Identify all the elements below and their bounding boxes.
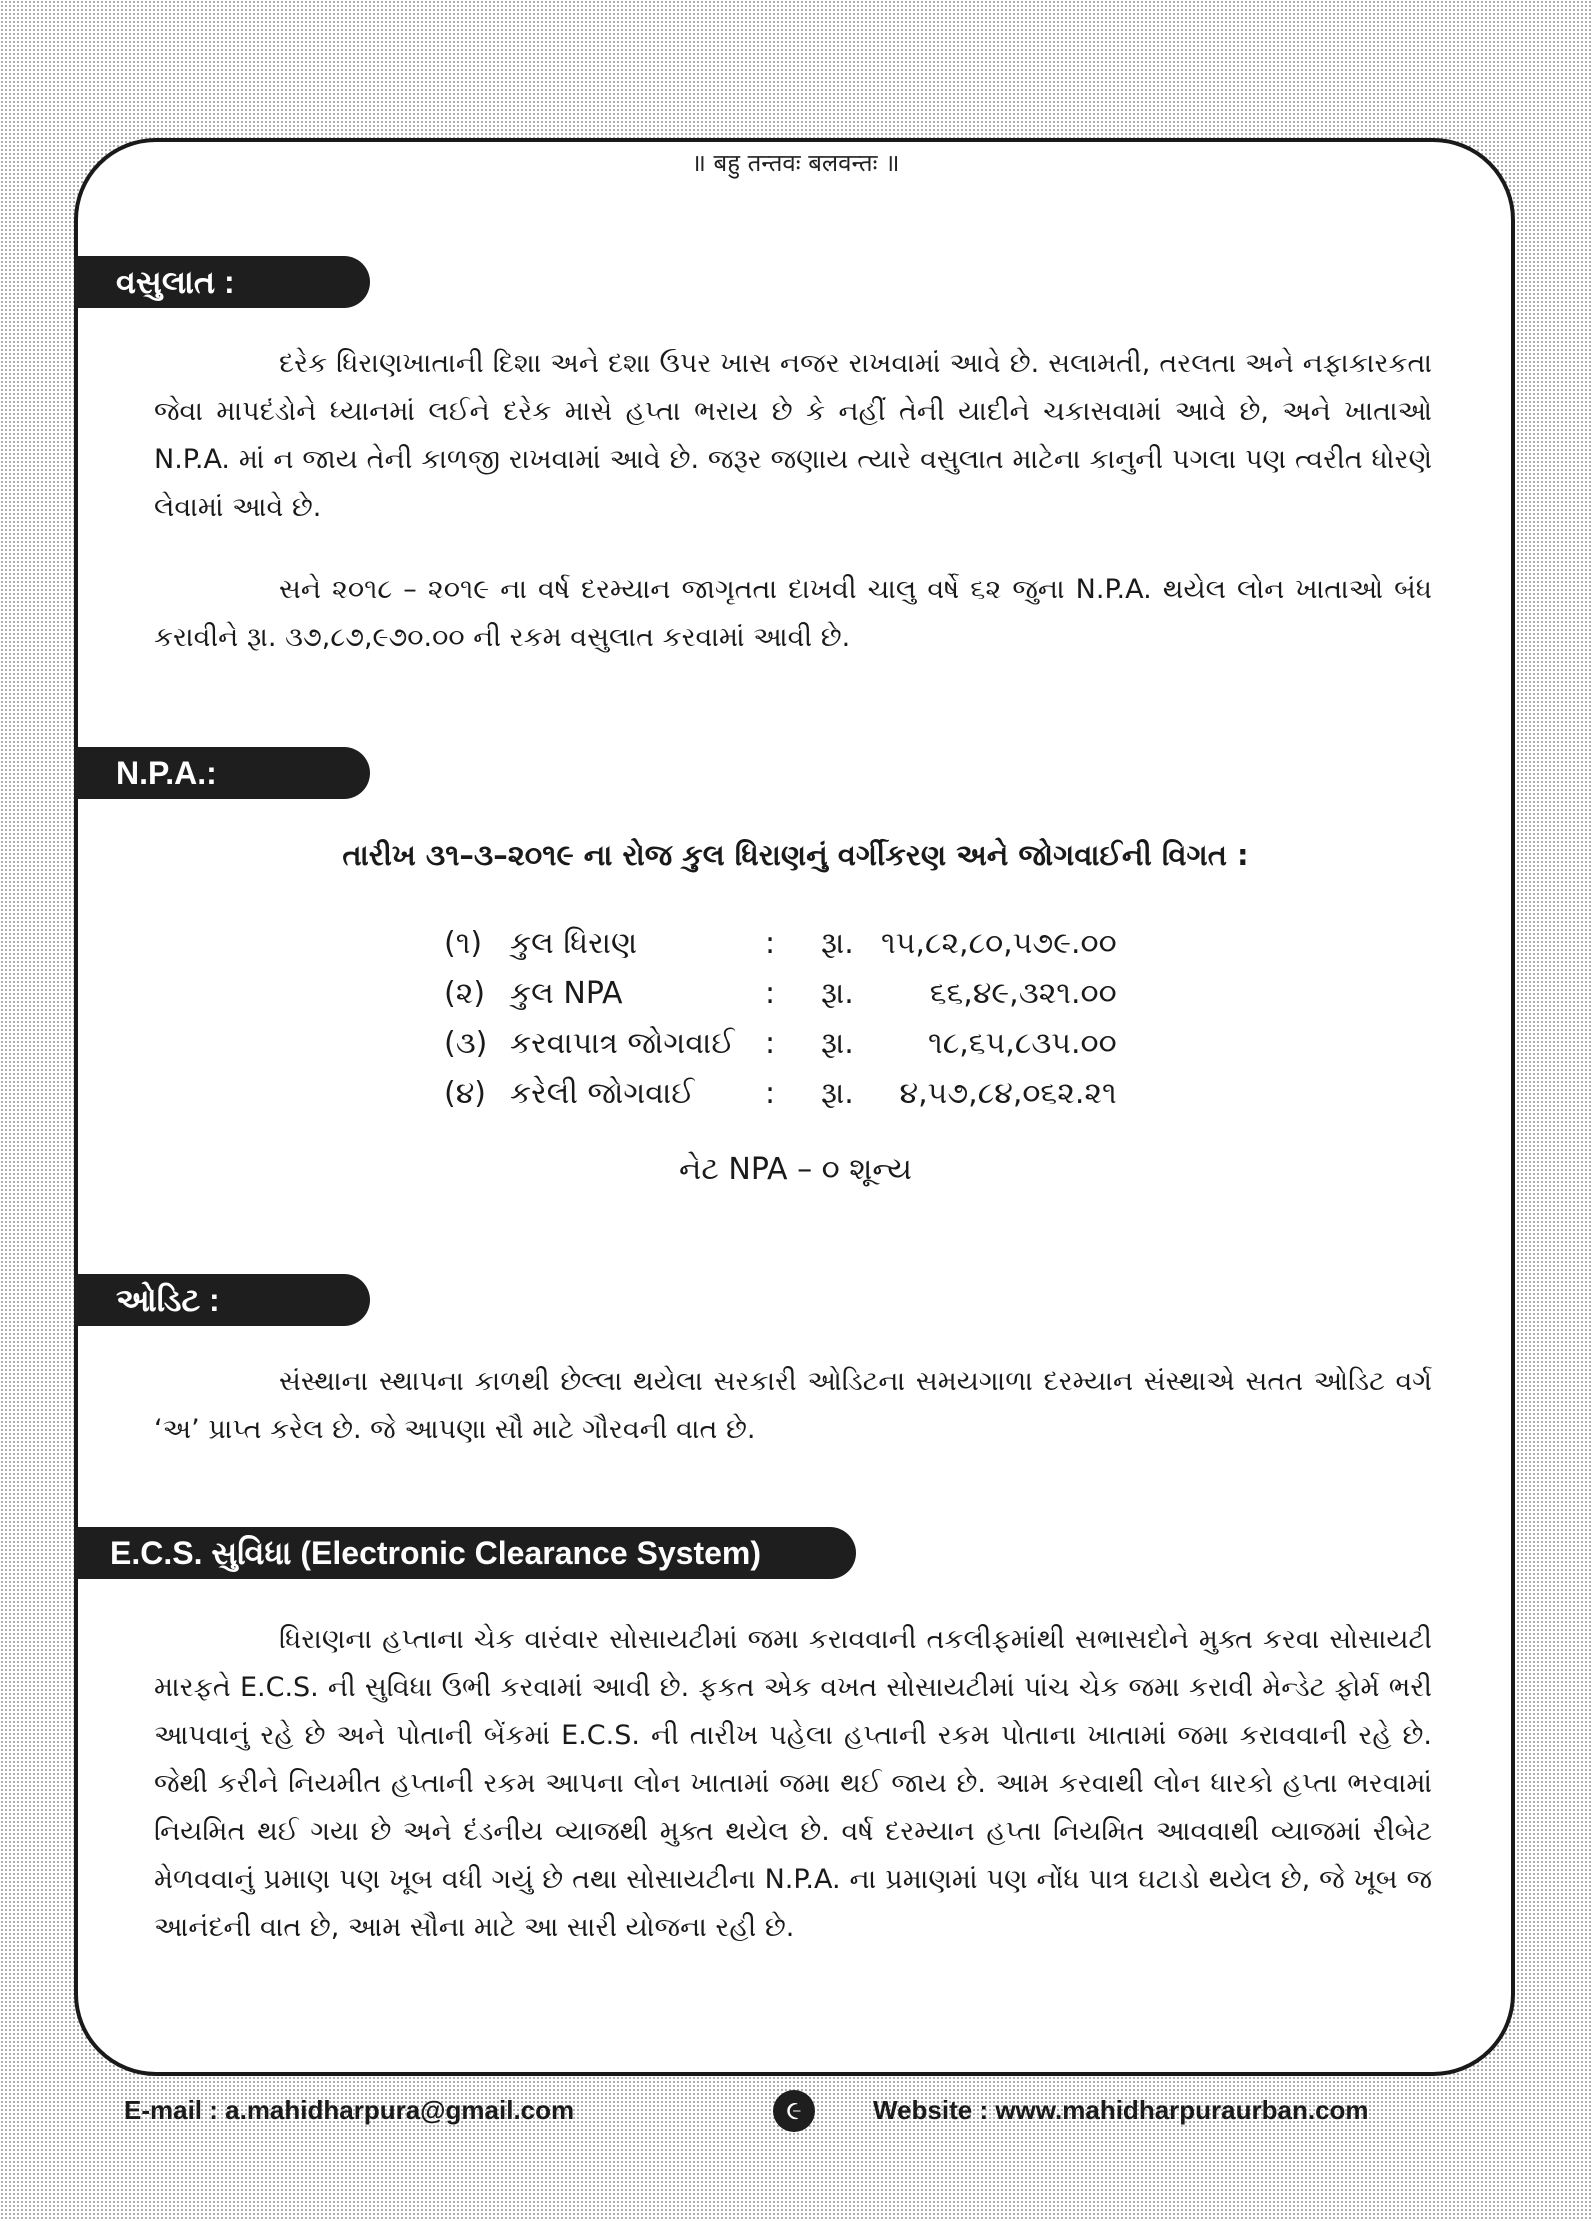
page-number: ૯ xyxy=(773,2090,815,2132)
recovery-paragraph-2: સને ૨૦૧૮ – ૨૦૧૯ ના વર્ષ દરમ્યાન જાગૃતતા દાખવી ચાલુ વર્ષે ૬૨ જુના N.P.A. થયેલ લોન ખાતાઓ બંધ કરાવીને રૂા. ૩૭,૮૭,૯૭૦.૦૦ ની રકમ વસુલાત કરવામાં આવી છે. xyxy=(154,574,1432,653)
row-label: કરેલી જોગવાઈ xyxy=(510,1075,695,1111)
row-number: (૨) xyxy=(444,975,486,1011)
row-label: કરવાપાત્ર જોગવાઈ xyxy=(510,1025,735,1061)
heading-audit: ઓડિટ : xyxy=(74,1274,370,1326)
row-currency: રૂા. xyxy=(821,925,854,961)
row-amount: ૪,૫૭,૮૪,૦૬૨.૨૧ xyxy=(899,1075,1117,1111)
row-currency: રૂા. xyxy=(821,975,854,1011)
row-label: કુલ ધિરાણ xyxy=(510,925,638,961)
row-number: (૧) xyxy=(444,925,483,961)
row-number: (૩) xyxy=(444,1025,488,1061)
npa-row xyxy=(444,1018,1117,1068)
motto: ॥ बहु तन्तवः बलवन्तः ॥ xyxy=(691,149,900,177)
row-amount: ૧૫,૮૨,૮૦,૫૭૯.૦૦ xyxy=(881,925,1117,961)
row-colon: : xyxy=(765,1075,776,1111)
row-amount: ૧૮,૬૫,૮૩૫.૦૦ xyxy=(928,1025,1117,1061)
npa-row xyxy=(444,1068,1117,1118)
heading-recovery: વસુલાત : xyxy=(74,256,370,308)
row-colon: : xyxy=(765,1025,776,1061)
row-colon: : xyxy=(765,975,776,1011)
row-currency: રૂા. xyxy=(821,1025,854,1061)
footer-website: Website : www.mahidharpuraurban.com xyxy=(873,2095,1369,2125)
row-amount: ૬૬,૪૯,૩૨૧.૦૦ xyxy=(929,975,1117,1011)
row-label: કુલ NPA xyxy=(510,975,623,1011)
row-colon: : xyxy=(765,925,776,961)
row-currency: રૂા. xyxy=(821,1075,854,1111)
npa-row xyxy=(444,968,1117,1018)
audit-paragraph: સંસ્થાના સ્થાપના કાળથી છેલ્લા થયેલા સરકારી ઓડિટના સમયગાળા દરમ્યાન સંસ્થાએ સતત ઓડિટ વર્ગ ‘અ’ પ્રાપ્ત કરેલ છે. જે આપણા સૌ માટે ગૌરવની વાત છે. xyxy=(154,1366,1432,1445)
heading-ecs: E.C.S. સુવિધા (Electronic Clearance System) xyxy=(74,1527,856,1579)
npa-row xyxy=(444,918,1117,968)
footer-email: E-mail : a.mahidharpura@gmail.com xyxy=(124,2095,575,2125)
row-number: (૪) xyxy=(444,1075,487,1111)
net-npa: નેટ NPA – ૦ શૂન્ય xyxy=(679,1152,912,1187)
recovery-paragraph-1: દરેક ધિરાણખાતાની દિશા અને દશા ઉપર ખાસ નજર રાખવામાં આવે છે. સલામતી, તરલતા અને નફાકારકતા જેવા માપદંડોને ધ્યાનમાં લઈને દરેક માસે હપ્તા ભરાય છે કે નહીં તેની યાદીને ચકાસવામાં આવે છે, અને ખાતાઓ N.P.A. માં ન જાય તેની કાળજી રાખવામાં આવે છે. જરૂર જણાય ત્યારે વસુલાત માટેના કાનુની પગલા પણ ત્વરીત ધોરણે લેવામાં આવે છે. xyxy=(154,348,1432,523)
heading-npa: N.P.A.: xyxy=(74,747,370,799)
npa-table xyxy=(444,918,1117,1118)
npa-subtitle: તારીખ ૩૧–૩–૨૦૧૯ ના રોજ કુલ ધિરાણનું વર્ગીકરણ અને જોગવાઈની વિગત : xyxy=(342,838,1249,872)
ecs-paragraph: ધિરાણના હપ્તાના ચેક વારંવાર સોસાયટીમાં જમા કરાવવાની તકલીફમાંથી સભાસદોને મુક્ત કરવા સોસાયટી મારફતે E.C.S. ની સુવિધા ઉભી કરવામાં આવી છે. ફકત એક વખત સોસાયટીમાં પાંચ ચેક જમા કરાવી મેન્ડેટ ફોર્મ ભરી આપવાનું રહે છે અને પોતાની બેંકમાં E.C.S. ની તારીખ પહેલા હપ્તાની રકમ પોતાના ખાતામાં જમા કરાવવાની રહે છે. જેથી કરીને નિયમીત હપ્તાની રકમ આપના લોન ખાતામાં જમા થઈ જાય છે. આમ કરવાથી લોન ધારકો હપ્તા ભરવામાં નિયમિત થઈ ગયા છે અને દંડનીય વ્યાજથી મુક્ત થયેલ છે. વર્ષ દરમ્યાન હપ્તા નિયમિત આવવાથી વ્યાજમાં રીબેટ મેળવવાનું પ્રમાણ પણ ખૂબ વધી ગયું છે તથા સોસાયટીના N.P.A. ના પ્રમાણમાં પણ નોંધ પાત્ર ઘટાડો થયેલ છે, જે ખૂબ જ આનંદની વાત છે, આમ સૌના માટે આ સારી યોજના રહી છે. xyxy=(154,1624,1432,1943)
